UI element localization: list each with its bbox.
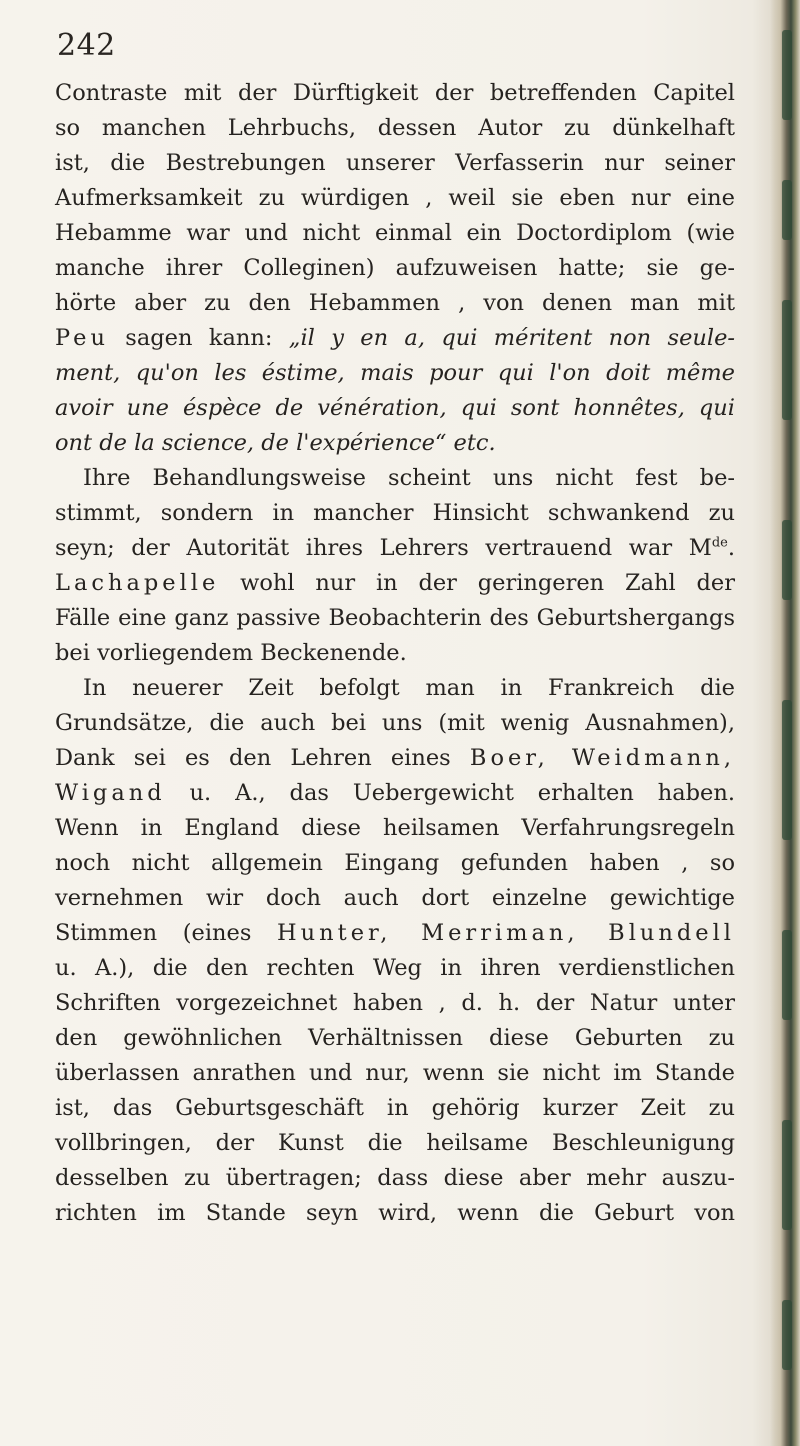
edge-mark (782, 520, 792, 600)
spaced-name: Lachapelle (55, 570, 220, 596)
edge-mark (782, 930, 792, 1020)
text-line (55, 356, 735, 391)
text-run: so manchen Lehrbuchs, dessen Autor zu dünkelhaft (55, 115, 735, 141)
text-line (55, 496, 735, 531)
text-line (55, 1161, 735, 1196)
text-run: bei vorliegendem Beckenende. (55, 640, 407, 666)
edge-mark (782, 1300, 792, 1370)
text-run: sagen kann: (108, 325, 289, 351)
text-run: vollbringen, der Kunst die heilsame Beschleunigung (55, 1130, 735, 1156)
text-run: hörte aber zu den Hebammen , von denen man mit (55, 290, 735, 316)
text-run: seyn; der Autorität ihres Lehrers vertrauend war M (55, 535, 712, 561)
text-run: noch nicht allgemein Eingang gefunden haben , so (55, 850, 735, 876)
text-run: ist, das Geburtsgeschäft in gehörig kurzer Zeit zu (55, 1095, 735, 1121)
text-run: u. A.), die den rechten Weg in ihren verdienstlichen (55, 955, 735, 981)
text-line (55, 916, 735, 951)
text-line (55, 1126, 735, 1161)
text-line (55, 216, 735, 251)
text-run: u. A., das Uebergewicht erhalten haben. (165, 780, 735, 806)
text-run: Ihre Behandlungsweise scheint uns nicht fest be- (83, 465, 735, 491)
text-run: desselben zu übertragen; dass diese aber mehr auszu- (55, 1165, 735, 1191)
edge-mark (782, 700, 792, 840)
text-run: ist, die Bestrebungen unserer Verfasserin nur seiner (55, 150, 735, 176)
text-run: Dank sei es den Lehren eines (55, 745, 470, 771)
text-run: wohl nur in der geringeren Zahl der (219, 570, 735, 596)
page-number: 242 (57, 28, 116, 63)
edge-mark (782, 300, 792, 420)
text-run: Hebamme war und nicht einmal ein Doctordiplom (wie (55, 220, 735, 246)
text-line (55, 76, 735, 111)
text-line (55, 741, 735, 776)
text-run: Fälle eine ganz passive Beobachterin des Geburtshergangs (55, 605, 735, 631)
edge-mark (782, 30, 792, 120)
text-run: vernehmen wir doch auch dort einzelne gewichtige (55, 885, 735, 911)
italic-quote: ont de la science, de l'expérience“ etc. (55, 430, 496, 456)
edge-mark (782, 1120, 792, 1230)
text-line (55, 706, 735, 741)
text-run: In neuerer Zeit befolgt man in Frankreich die (83, 675, 735, 701)
text-line (55, 951, 735, 986)
text-line (55, 811, 735, 846)
text-line (55, 251, 735, 286)
text-line (55, 566, 735, 601)
text-run: Stimmen (eines (55, 920, 278, 946)
text-run: Grundsätze, die auch bei uns (mit wenig Ausnahmen), (55, 710, 735, 736)
spaced-name: Peu (55, 325, 109, 351)
text-line (55, 461, 735, 496)
body-text (55, 76, 735, 1231)
text-run: überlassen anrathen und nur, wenn sie nicht im Stande (55, 1060, 735, 1086)
spaced-name: Boer, Weidmann, (469, 745, 735, 771)
text-line (55, 391, 735, 426)
text-line (55, 1021, 735, 1056)
text-run: den gewöhnlichen Verhältnissen diese Geburten zu (55, 1025, 735, 1051)
text-line (55, 1056, 735, 1091)
text-run: Aufmerksamkeit zu würdigen , weil sie eben nur eine (55, 185, 735, 211)
text-line (55, 426, 735, 461)
text-line (55, 986, 735, 1021)
text-run: de (711, 535, 728, 551)
text-line (55, 601, 735, 636)
text-line (55, 531, 735, 566)
text-run: stimmt, sondern in mancher Hinsicht schwankend zu (55, 500, 735, 526)
text-line (55, 846, 735, 881)
text-line (55, 286, 735, 321)
text-line (55, 1091, 735, 1126)
text-line (55, 321, 735, 356)
text-line (55, 671, 735, 706)
italic-quote: ment, qu'on les éstime, mais pour qui l'on doit même (55, 360, 735, 386)
text-line (55, 881, 735, 916)
spaced-name: Hunter, Merriman, Blundell (277, 920, 735, 946)
italic-quote: avoir une éspèce de vénération, qui sont honnêtes, qui (55, 395, 735, 421)
page-edge-strip (770, 0, 800, 1446)
italic-quote: „il y en a, qui méritent non seule- (288, 325, 735, 351)
text-line (55, 111, 735, 146)
text-run: Wenn in England diese heilsamen Verfahrungsregeln (55, 815, 735, 841)
text-run: manche ihrer Colleginen) aufzuweisen hatte; sie ge- (55, 255, 735, 281)
text-line (55, 181, 735, 216)
text-line (55, 636, 735, 671)
text-line (55, 146, 735, 181)
text-run: richten im Stande seyn wird, wenn die Geburt von (55, 1200, 735, 1226)
spaced-name: Wigand (55, 780, 166, 806)
text-run: . (727, 535, 735, 561)
text-line (55, 776, 735, 811)
text-line (55, 1196, 735, 1231)
text-run: Contraste mit der Dürftigkeit der betreffenden Capitel (55, 80, 735, 106)
text-run: Schriften vorgezeichnet haben , d. h. der Natur unter (55, 990, 735, 1016)
edge-mark (782, 180, 792, 240)
